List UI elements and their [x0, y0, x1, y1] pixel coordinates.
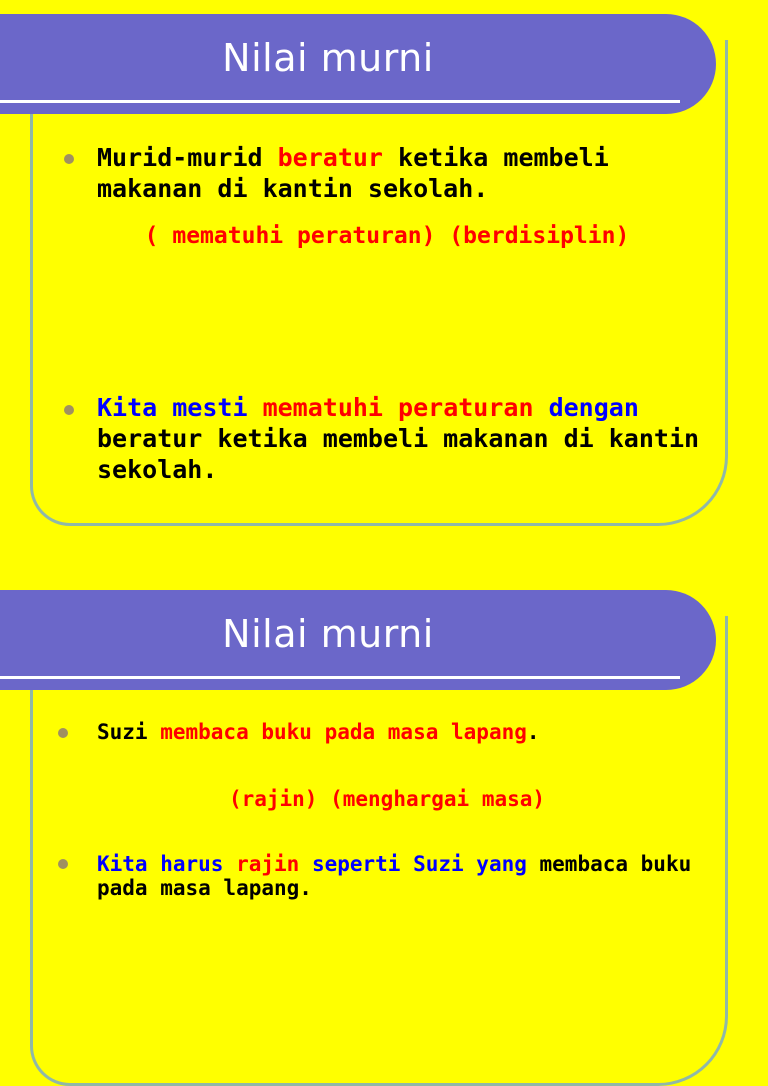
text-span-blue: dengan	[533, 393, 639, 422]
text-span: .	[526, 720, 540, 744]
text-span-highlight: membaca buku pada masa lapang	[160, 720, 527, 744]
value-note: ( mematuhi peraturan) (berdisiplin)	[144, 223, 630, 249]
slide-1	[0, 0, 768, 540]
bullet-text-2	[97, 852, 697, 900]
bullet-icon	[64, 405, 74, 415]
bullet-text-1	[97, 720, 717, 744]
text-span: Murid-murid	[97, 143, 278, 172]
title-bar	[0, 14, 716, 114]
bullet-icon	[58, 859, 68, 869]
slide-2	[0, 576, 768, 1024]
bullet-icon	[64, 154, 74, 164]
text-span: .	[299, 876, 312, 900]
text-span-blue: Kita mesti	[97, 393, 263, 422]
slide-title: Nilai murni	[222, 36, 434, 80]
text-span-highlight: beratur	[277, 143, 383, 172]
text-span-blue: seperti Suzi yang	[299, 852, 527, 876]
bullet-icon	[58, 728, 68, 738]
title-bar	[0, 590, 716, 690]
bullet-text-1	[97, 142, 717, 204]
title-underline	[0, 676, 680, 679]
text-span-highlight: rajin	[236, 852, 300, 876]
text-span: ketika membeli makanan di kantin sekolah.	[97, 143, 609, 203]
value-note: (rajin) (menghargai masa)	[228, 787, 546, 811]
bullet-text-2	[97, 392, 717, 485]
text-span: Suzi	[97, 720, 161, 744]
slide-title: Nilai murni	[222, 612, 434, 656]
title-underline	[0, 100, 680, 103]
text-span: beratur ketika membeli makanan di kantin sekolah.	[97, 424, 700, 484]
text-span-highlight: mematuhi peraturan	[262, 393, 534, 422]
text-span-blue: Kita harus	[97, 852, 237, 876]
text-span: membaca buku pada masa lapang	[97, 852, 692, 900]
